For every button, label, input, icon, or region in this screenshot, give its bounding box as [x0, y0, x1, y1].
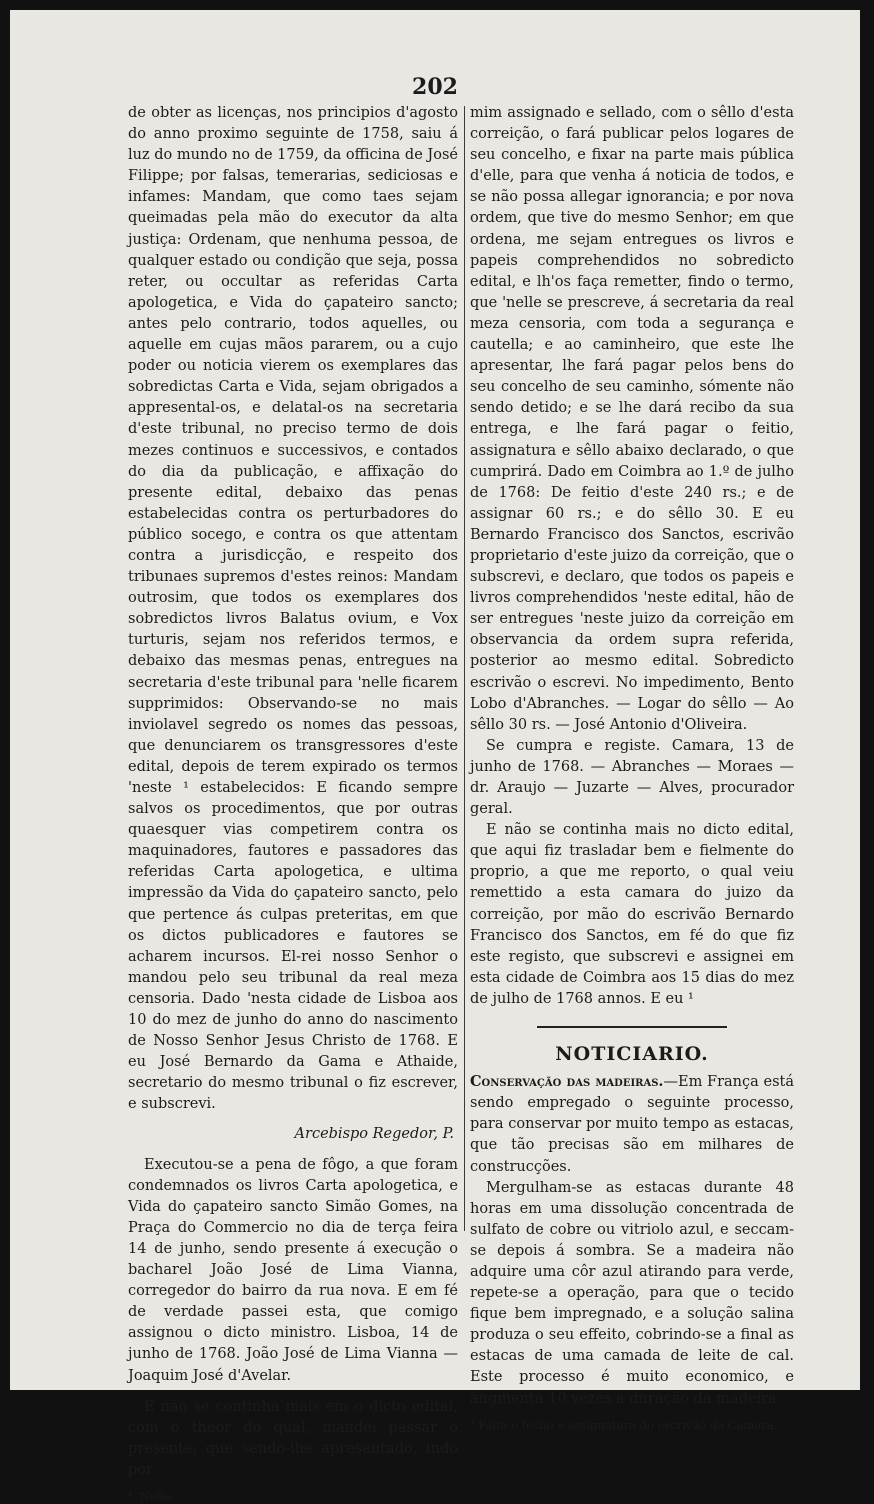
transcription-note: E não se continha mais no dicto edital, que aqui fiz trasladar bem e fielmente do proprio, a que me reporto, o qual veiu remettido a esta camara do juizo da correição, por mão do escrivão Bernardo Francisco dos Sanctos, em fé do que fiz este registo, que subscrevi e assignei em esta cidade de Coimbra aos 15 dias do mez de julho de 1768 annos. E eu ¹ [470, 822, 794, 1007]
article-paragraph-2: Mergulham-se as estacas durante 48 horas em uma dissolução concentrada de sulfato de cobre ou vitriolo azul, e seccam-se depois á sombra. Se a madeira não adquire uma côr azul atirando para verde, repete-se a operação, para que o tecido fique bem impregnado, e a solução salina produza o seu effeito, cobrindo-se a final as estacas de uma camada de leite de cal. Este processo é muito economico, e augmenta 10 vezes a duração da madeira. [470, 1179, 794, 1407]
execution-record: Executou-se a pena de fôgo, a que foram condemnados os livros Carta apologetica, e Vida do çapateiro sancto Simão Gomes, na Praça do Commercio no dia de terça feira 14 de junho, sendo presente á execução o bacharel João José de Lima Vianna, corregedor do bairro da rua nova. E em fé de verdade passei esta, que comigo assignou o dicto ministro. Lisboa, 14 de junho de 1768. João José de Lima Vianna — Joaquim José d'Avelar. [128, 1156, 458, 1384]
article-paragraph-1 [470, 1071, 794, 1177]
section-rule [537, 1026, 727, 1028]
closing-paragraph: E não se continha mais em o dicto edital, com o theor do qual, mandei passar o presente, que sendo-lhe apresentado, indo por [128, 1398, 458, 1478]
footnote-left: ¹ 'Nelle. [128, 1489, 175, 1503]
order-continuation: mim assignado e sellado, com o sêllo d'esta correição, o fará publicar pelos logares de seu concelho, e fixar na parte mais pública d'elle, para que venha á noticia de todos, e se não possa allegar ignorancia; e por nova ordem, que tive do mesmo Senhor; em que ordena, me sejam entregues os livros e papeis comprehendidos no sobredicto edital, e lh'os faça remetter, findo o termo, que 'nelle se prescreve, á secretaria da real meza censoria, com toda a segurança e cautella; e ao caminheiro, que este lhe apresentar, lhe fará pagar pelos bens do seu concelho de seu caminho, sómente não sendo detido; e se lhe dará recibo da sua entrega, e lhe fará pagar o feitio, assignatura e sêllo abaixo declarado, o que cumprirá. Dado em Coimbra ao 1.º de julho de 1768: De feitio d'este 240 rs.; e de assignar 60 rs.; e do sêllo 30. E eu Bernardo Francisco dos Sanctos, escrivão proprietario d'este juizo da correição, que o subscrevi, e declaro, que todos os papeis e livros comprehendidos 'neste edital, hão de ser entregues 'neste juizo da correição em observancia da ordem supra referida, posterior ao mesmo edital. Sobredicto escrivão o escrevi. No impedimento, Bento Lobo d'Abranches. — Logar do sêllo — Ao sêllo 30 rs. — José Antonio d'Oliveira. [470, 105, 794, 733]
book-page [10, 10, 860, 1503]
edict-continuation: de obter as licenças, nos principios d'agosto do anno proximo seguinte de 1758, saiu á luz do mundo no de 1759, da officina de José Filippe; por falsas, temerarias, sediciosas e infames: Mandam, que como taes sejam queimadas pela mão do executor da alta justiça: Ordenam, que nenhuma pessoa, de qualquer estado ou condição que seja, possa reter, ou occultar as referidas Carta apologetica, e Vida do çapateiro sancto; antes pelo contrario, todos aquelles, ou aquelle em cujas mãos pararem, ou a cujo poder ou noticia vierem os exemplares das sobredictas Carta e Vida, sejam obrigados a appresental-os, e delatal-os na secretaria d'este tribunal, no preciso termo de dois mezes continuos e successivos, e contados do dia da publicação, e affixação do presente edital, debaixo das penas estabelecidas contra os perturbadores do público socego, e contra os que attentam contra a jurisdicção, e respeito dos tribunaes supremos d'estes reinos: Mandam outrosim, que todos os exemplares dos sobredictos livros Balatus ovium, e Vox turturis, sejam nos referidos termos, e debaixo das mesmas penas, entregues na secretaria d'este tribunal para 'nelle ficarem supprimidos: Observando-se no mais inviolavel segredo os nomes das pessoas, que denunciarem os transgressores d'este edital, depois de terem expirado os termos 'neste ¹ estabelecidos: E ficando sempre salvos os procedimentos, que por outras quaesquer vias competirem contra os maquinadores, fautores e passadores das referidas Carta apologetica, e ultima impressão da Vida do çapateiro sancto, pelo que pertence ás culpas preteritas, em que os dictos publicadores e fautores se acharem incursos. El-rei nosso Senhor o mandou pelo seu tribunal da real meza censoria. Dado 'nesta cidade de Lisboa aos 10 do mez de junho do anno do nascimento de Nosso Senhor Jesus Christo de 1768. E eu José Bernardo da Gama e Athaide, secretario do mesmo tribunal o fiz escrever, e subscrevi. [128, 105, 458, 1113]
column-divider [464, 106, 465, 1231]
right-column [470, 103, 794, 1433]
footnote-right: ¹ Falta o fecho e assignatura do escrivão da Camara. [470, 1417, 778, 1432]
page-number: 202 [412, 74, 458, 100]
article-text-1: —Em França está sendo empregado o seguinte processo, para conservar por muito tempo as estacas, que tão precisas são em milhares de construcções. [470, 1074, 794, 1175]
signature-line: Arcebispo Regedor, P. [294, 1125, 454, 1142]
section-heading: NOTICIARIO. [555, 1043, 709, 1066]
article-lead: Conservação das madeiras. [470, 1073, 664, 1091]
left-column [128, 103, 458, 1504]
registration-note: Se cumpra e registe. Camara, 13 de junho de 1768. — Abranches — Moraes — dr. Araujo — Juzarte — Alves, procurador geral. [470, 737, 794, 818]
